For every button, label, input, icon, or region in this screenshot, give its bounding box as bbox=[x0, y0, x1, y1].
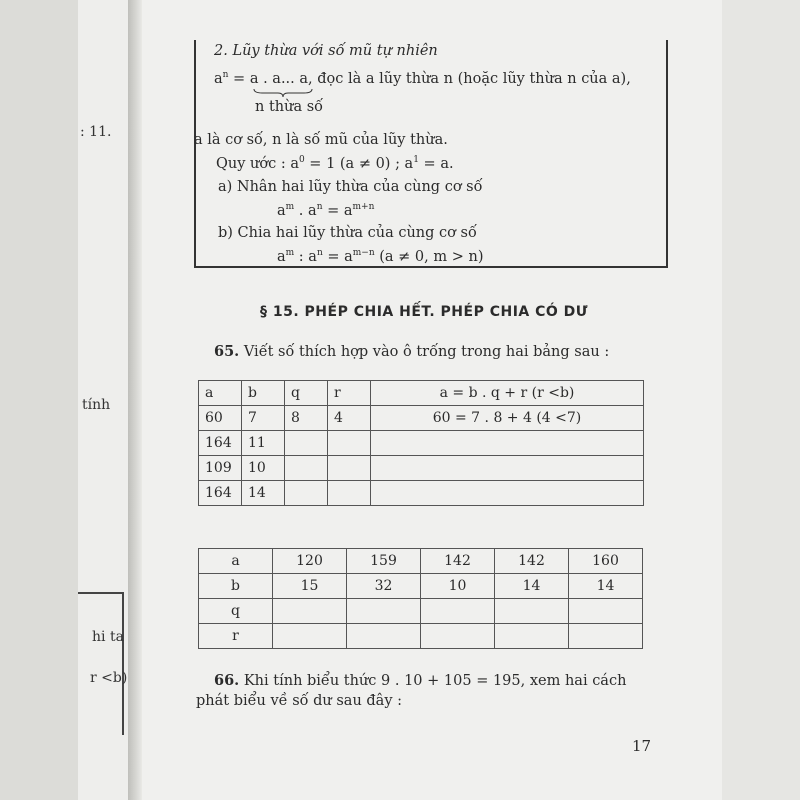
table-cell bbox=[328, 431, 371, 456]
table-cell bbox=[371, 431, 644, 456]
table-row bbox=[199, 574, 643, 599]
base-exponent-note: a là cơ số, n là số mũ của lũy thừa. bbox=[194, 132, 448, 148]
table-cell bbox=[273, 599, 347, 624]
table-row bbox=[199, 549, 643, 574]
table-cell bbox=[285, 431, 328, 456]
exercise-number: 65. bbox=[214, 343, 240, 360]
left-page-box-border bbox=[122, 592, 124, 735]
right-margin bbox=[722, 0, 800, 800]
table-header-row bbox=[199, 381, 644, 406]
rule-a-formula: $a^m$ . $a^n = a^{m+n}$ bbox=[277, 202, 375, 219]
table-cell: 14 bbox=[569, 574, 643, 599]
rule-b-title: b) Chia hai lũy thừa của cùng cơ số bbox=[218, 225, 477, 241]
rule-b-formula: $a^m$ : $a^n = a^{m-n}$ (a ≠ 0, m > n) bbox=[277, 248, 484, 265]
table-cell bbox=[285, 456, 328, 481]
book-gutter bbox=[128, 0, 142, 800]
table-cell: 120 bbox=[273, 549, 347, 574]
table-cell bbox=[421, 624, 495, 649]
table-cell: 4 bbox=[328, 406, 371, 431]
left-page-fragment: r <b) bbox=[90, 670, 128, 686]
table-cell bbox=[569, 599, 643, 624]
table-cell: 8 bbox=[285, 406, 328, 431]
table-cell bbox=[328, 456, 371, 481]
table-cell bbox=[569, 624, 643, 649]
table-cell bbox=[347, 599, 421, 624]
table-header: b bbox=[199, 574, 273, 599]
table-row bbox=[199, 406, 644, 431]
table-row bbox=[199, 624, 643, 649]
exercise-65-prompt: 65. Viết số thích hợp vào ô trống trong hai bảng sau : bbox=[214, 343, 610, 360]
table-cell: 15 bbox=[273, 574, 347, 599]
table-cell: 142 bbox=[495, 549, 569, 574]
table-cell: 32 bbox=[347, 574, 421, 599]
table-cell bbox=[495, 624, 569, 649]
left-page-fragment: hi ta bbox=[92, 629, 124, 645]
table-cell bbox=[421, 599, 495, 624]
table-cell: 60 bbox=[199, 406, 242, 431]
division-table-2 bbox=[198, 548, 643, 649]
left-page-box-border bbox=[78, 592, 124, 594]
table-header: b bbox=[242, 381, 285, 406]
table-cell: 10 bbox=[421, 574, 495, 599]
table-cell: 164 bbox=[199, 431, 242, 456]
table-header: a bbox=[199, 549, 273, 574]
power-definition: $a^n = a$ . a... a, đọc là a lũy thừa n (hoặc lũy thừa n của a), bbox=[214, 70, 631, 87]
table-cell: 159 bbox=[347, 549, 421, 574]
box-title: 2. Lũy thừa với số mũ tự nhiên bbox=[214, 43, 438, 59]
table-cell bbox=[347, 624, 421, 649]
table-row bbox=[199, 481, 644, 506]
table-cell: 142 bbox=[421, 549, 495, 574]
table-header: a = b . q + r (r <b) bbox=[371, 381, 644, 406]
rule-a-title: a) Nhân hai lũy thừa của cùng cơ số bbox=[218, 179, 483, 195]
table-cell bbox=[371, 481, 644, 506]
table-header: r bbox=[199, 624, 273, 649]
page-number: 17 bbox=[632, 737, 652, 755]
underbrace-label: n thừa số bbox=[255, 99, 324, 115]
table-header: q bbox=[199, 599, 273, 624]
left-page-fragment: tính bbox=[82, 397, 111, 413]
underbrace bbox=[252, 88, 314, 98]
exercise-66-prompt: 66. Khi tính biểu thức 9 . 10 + 105 = 195, xem hai cách bbox=[214, 672, 627, 689]
table-cell bbox=[371, 456, 644, 481]
exercise-66-continuation: phát biểu về số dư sau đây : bbox=[196, 693, 403, 709]
table-cell: 7 bbox=[242, 406, 285, 431]
table-cell bbox=[495, 599, 569, 624]
convention-line: Quy ước : $a^0 = 1$ (a ≠ 0) ; $a^1 = a$. bbox=[216, 155, 454, 172]
table-cell: 164 bbox=[199, 481, 242, 506]
table-cell bbox=[328, 481, 371, 506]
left-page-fragment: : 11. bbox=[80, 124, 112, 140]
table-cell bbox=[285, 481, 328, 506]
table-row bbox=[199, 456, 644, 481]
table-cell: 14 bbox=[495, 574, 569, 599]
table-header: q bbox=[285, 381, 328, 406]
table-cell: 14 bbox=[242, 481, 285, 506]
table-header: r bbox=[328, 381, 371, 406]
table-row bbox=[199, 599, 643, 624]
table-cell: 109 bbox=[199, 456, 242, 481]
table-cell: 11 bbox=[242, 431, 285, 456]
table-cell: 160 bbox=[569, 549, 643, 574]
section-heading: § 15. PHÉP CHIA HẾT. PHÉP CHIA CÓ DƯ bbox=[260, 304, 588, 320]
table-cell bbox=[273, 624, 347, 649]
table-header: a bbox=[199, 381, 242, 406]
table-cell: 10 bbox=[242, 456, 285, 481]
division-table-1 bbox=[198, 380, 644, 506]
exercise-number: 66. bbox=[214, 672, 240, 689]
table-row bbox=[199, 431, 644, 456]
table-cell: 60 = 7 . 8 + 4 (4 <7) bbox=[371, 406, 644, 431]
